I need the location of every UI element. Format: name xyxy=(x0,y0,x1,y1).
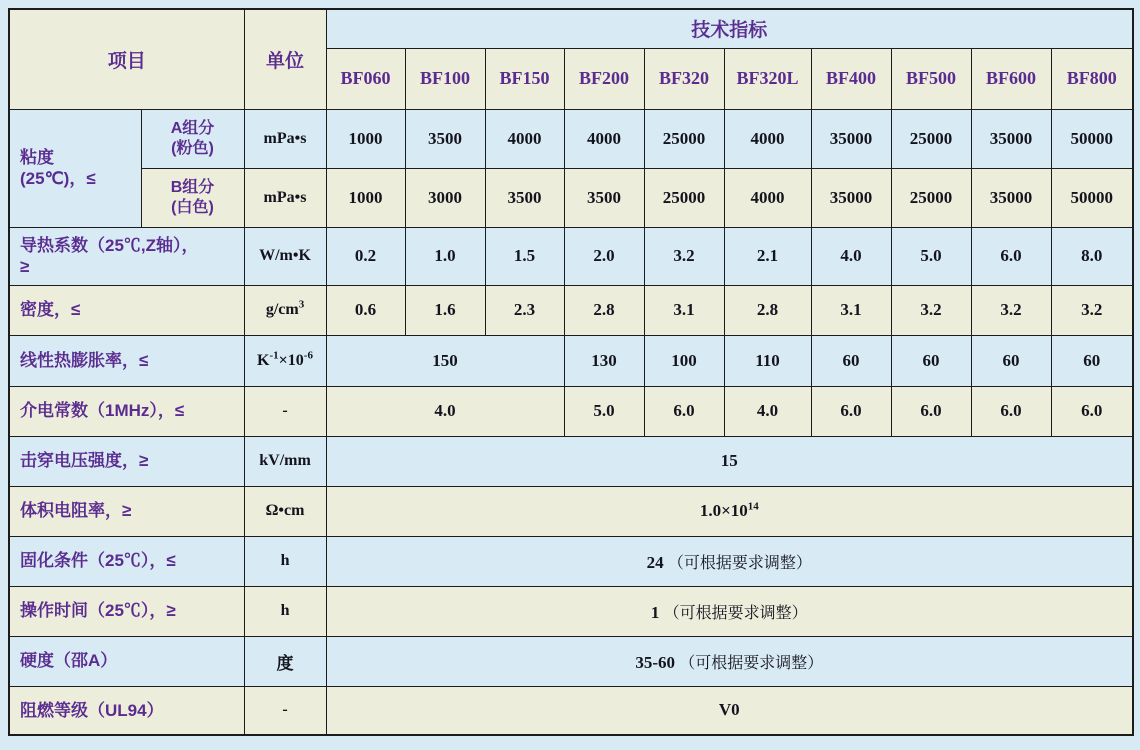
row-density-cell-11: 3.2 xyxy=(1051,285,1133,335)
label-hardness: 硬度（邵A） xyxy=(9,636,244,686)
row-viscosity-b xyxy=(9,168,1133,227)
model-header-bf500: BF500 xyxy=(891,48,971,109)
unit-cte-part-2: ×10 xyxy=(278,351,304,369)
row-cte-cell-8: 60 xyxy=(971,335,1051,386)
unit-density-part-1: 3 xyxy=(298,298,305,311)
row-hardness xyxy=(9,636,1133,686)
row-dielectric xyxy=(9,386,1133,436)
value-hardness-part-1: （可根据要求调整） xyxy=(679,654,824,672)
row-density xyxy=(9,285,1133,335)
row-viscosity-b-cell-2: 1000 xyxy=(326,168,405,227)
value-working-time xyxy=(326,586,1133,636)
row-thermal-conductivity-cell-7: 2.1 xyxy=(724,227,811,285)
spec-table xyxy=(8,8,1134,736)
row-thermal-conductivity-cell-11: 8.0 xyxy=(1051,227,1133,285)
row-thermal-conductivity-cell-5: 2.0 xyxy=(564,227,644,285)
value-volume-resistivity-part-1: 14 xyxy=(747,500,759,513)
label-cure-condition: 固化条件（25℃），≤ xyxy=(9,536,244,586)
row-viscosity-b-cell-3: 3000 xyxy=(405,168,485,227)
unit-breakdown-voltage: kV/mm xyxy=(244,436,326,486)
value-flame-rating: V0 xyxy=(326,686,1133,735)
item-header: 项目 xyxy=(9,9,244,109)
row-viscosity-b-cell-6: 25000 xyxy=(644,168,724,227)
row-density-cell-8: 3.1 xyxy=(811,285,891,335)
model-header-bf400: BF400 xyxy=(811,48,891,109)
unit-thermal-conductivity: W/m•K xyxy=(244,227,326,285)
row-cte-cell-9: 60 xyxy=(1051,335,1133,386)
label-thermal-conductivity-line-0: 导热系数（25℃,Z轴）， xyxy=(20,235,199,255)
label-thermal-conductivity xyxy=(9,227,244,285)
row-viscosity-a-cell-8: 4000 xyxy=(724,109,811,168)
row-viscosity-b-cell-11: 50000 xyxy=(1051,168,1133,227)
row-density-cell-5: 2.8 xyxy=(564,285,644,335)
row-working-time xyxy=(9,586,1133,636)
label-component-b-line-1: (白色) xyxy=(171,198,214,216)
row-viscosity-b-cell-10: 35000 xyxy=(971,168,1051,227)
row-viscosity-a-cell-6: 4000 xyxy=(564,109,644,168)
unit-hardness: 度 xyxy=(244,636,326,686)
unit-cte-part-1: -1 xyxy=(269,349,279,362)
row-dielectric-cell-4: 6.0 xyxy=(644,386,724,436)
row-cte-cell-2: 150 xyxy=(326,335,564,386)
row-viscosity-a-cell-4: 3500 xyxy=(405,109,485,168)
row-viscosity-b-cell-8: 35000 xyxy=(811,168,891,227)
value-working-time-part-1: （可根据要求调整） xyxy=(663,604,808,622)
row-dielectric-cell-7: 6.0 xyxy=(891,386,971,436)
row-density-cell-7: 2.8 xyxy=(724,285,811,335)
model-header-bf200: BF200 xyxy=(564,48,644,109)
label-flame-rating: 阻燃等级（UL94） xyxy=(9,686,244,735)
label-component-a-line-0: A组分 xyxy=(170,120,215,138)
row-thermal-conductivity-cell-10: 6.0 xyxy=(971,227,1051,285)
unit-density-part-0: g/cm xyxy=(265,301,299,318)
row-thermal-conductivity-cell-2: 0.2 xyxy=(326,227,405,285)
row-thermal-conductivity-cell-6: 3.2 xyxy=(644,227,724,285)
row-thermal-conductivity-cell-4: 1.5 xyxy=(485,227,564,285)
unit-viscosity-a: mPa•s xyxy=(244,109,326,168)
row-dielectric-cell-9: 6.0 xyxy=(1051,386,1133,436)
model-header-bf100: BF100 xyxy=(405,48,485,109)
unit-viscosity-b: mPa•s xyxy=(244,168,326,227)
model-header-bf150: BF150 xyxy=(485,48,564,109)
row-viscosity-b-cell-7: 4000 xyxy=(724,168,811,227)
unit-cte-part-0: K xyxy=(257,351,270,369)
spec-header: 技术指标 xyxy=(326,9,1133,48)
row-cte-cell-3: 130 xyxy=(564,335,644,386)
unit-cure-condition: h xyxy=(244,536,326,586)
model-header-bf320: BF320 xyxy=(644,48,724,109)
row-cure-condition xyxy=(9,536,1133,586)
row-breakdown-voltage xyxy=(9,436,1133,486)
value-hardness xyxy=(326,636,1133,686)
row-viscosity-b-cell-9: 25000 xyxy=(891,168,971,227)
row-dielectric-cell-8: 6.0 xyxy=(971,386,1051,436)
unit-cte xyxy=(244,335,326,386)
row-dielectric-cell-6: 6.0 xyxy=(811,386,891,436)
model-header-bf060: BF060 xyxy=(326,48,405,109)
row-thermal-conductivity-cell-8: 4.0 xyxy=(811,227,891,285)
spec-table-body xyxy=(9,9,1133,735)
row-viscosity-b-cell-4: 3500 xyxy=(485,168,564,227)
row-dielectric-cell-3: 5.0 xyxy=(564,386,644,436)
row-density-cell-2: 0.6 xyxy=(326,285,405,335)
unit-volume-resistivity: Ω•cm xyxy=(244,486,326,536)
row-viscosity-a-cell-7: 25000 xyxy=(644,109,724,168)
row-viscosity-a-cell-11: 35000 xyxy=(971,109,1051,168)
row-cte-cell-5: 110 xyxy=(724,335,811,386)
row-breakdown-voltage-cell-2: 15 xyxy=(326,436,1133,486)
row-viscosity-a-cell-3: 1000 xyxy=(326,109,405,168)
row-dielectric-cell-5: 4.0 xyxy=(724,386,811,436)
row-cte-cell-7: 60 xyxy=(891,335,971,386)
label-dielectric: 介电常数（1MHz），≤ xyxy=(9,386,244,436)
row-density-cell-4: 2.3 xyxy=(485,285,564,335)
row-dielectric-cell-2: 4.0 xyxy=(326,386,564,436)
unit-working-time: h xyxy=(244,586,326,636)
row-density-cell-6: 3.1 xyxy=(644,285,724,335)
row-density-cell-10: 3.2 xyxy=(971,285,1051,335)
value-cure-condition-part-1: （可根据要求调整） xyxy=(667,554,812,572)
label-component-b-line-0: B组分 xyxy=(170,179,215,197)
row-thermal-conductivity-cell-9: 5.0 xyxy=(891,227,971,285)
label-component-a xyxy=(141,109,244,168)
label-breakdown-voltage: 击穿电压强度，≥ xyxy=(9,436,244,486)
value-hardness-part-0: 35-60 xyxy=(635,652,680,672)
label-thermal-conductivity-line-1: ≥ xyxy=(20,257,30,276)
value-volume-resistivity-part-0: 1.0×10 xyxy=(699,501,748,520)
row-cte-cell-6: 60 xyxy=(811,335,891,386)
row-viscosity-a-cell-5: 4000 xyxy=(485,109,564,168)
row-thermal-conductivity xyxy=(9,227,1133,285)
label-volume-resistivity: 体积电阻率，≥ xyxy=(9,486,244,536)
value-cure-condition-part-0: 24 xyxy=(646,552,668,572)
row-viscosity-b-cell-5: 3500 xyxy=(564,168,644,227)
model-header-bf320l: BF320L xyxy=(724,48,811,109)
row-density-cell-9: 3.2 xyxy=(891,285,971,335)
model-header-bf800: BF800 xyxy=(1051,48,1133,109)
label-component-a-line-1: (粉色) xyxy=(171,139,214,157)
row-density-cell-3: 1.6 xyxy=(405,285,485,335)
label-cte: 线性热膨胀率，≤ xyxy=(9,335,244,386)
row-header-top xyxy=(9,9,1133,48)
unit-cte-part-3: -6 xyxy=(303,349,313,362)
row-flame-rating xyxy=(9,686,1133,735)
label-working-time: 操作时间（25℃），≥ xyxy=(9,586,244,636)
row-viscosity-a-cell-12: 50000 xyxy=(1051,109,1133,168)
model-header-bf600: BF600 xyxy=(971,48,1051,109)
value-working-time-part-0: 1 xyxy=(650,602,664,622)
row-viscosity-a xyxy=(9,109,1133,168)
value-cure-condition xyxy=(326,536,1133,586)
unit-flame-rating: - xyxy=(244,686,326,735)
label-viscosity-line-0: 粘度 xyxy=(20,147,54,167)
row-viscosity-a-cell-10: 25000 xyxy=(891,109,971,168)
row-volume-resistivity xyxy=(9,486,1133,536)
unit-header: 单位 xyxy=(244,9,326,109)
unit-density xyxy=(244,285,326,335)
unit-dielectric: - xyxy=(244,386,326,436)
row-viscosity-a-cell-9: 35000 xyxy=(811,109,891,168)
value-volume-resistivity xyxy=(326,486,1133,536)
row-cte-cell-4: 100 xyxy=(644,335,724,386)
label-component-b xyxy=(141,168,244,227)
label-viscosity xyxy=(9,109,141,227)
label-viscosity-line-1: (25℃)，≤ xyxy=(20,169,96,188)
row-cte xyxy=(9,335,1133,386)
label-density: 密度，≤ xyxy=(9,285,244,335)
row-thermal-conductivity-cell-3: 1.0 xyxy=(405,227,485,285)
